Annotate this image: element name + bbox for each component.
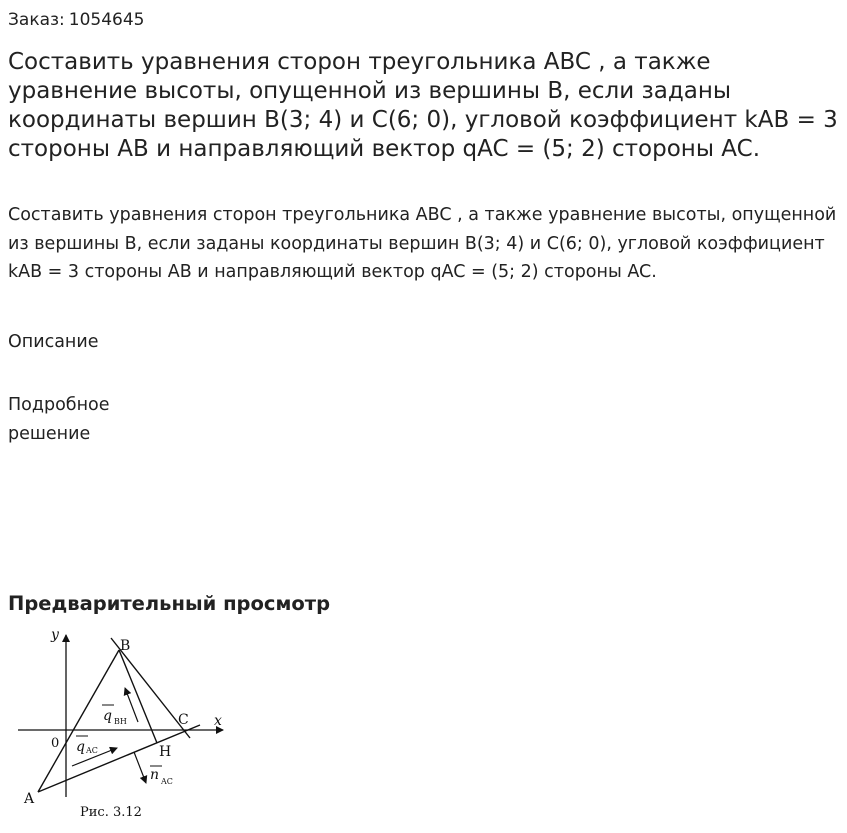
- solution-label: Подробное решение: [8, 395, 110, 444]
- axis-y-label: y: [51, 627, 59, 643]
- side-ac: [38, 725, 200, 792]
- vertex-b-label: B: [120, 638, 131, 654]
- vector-q-bh-label: q: [103, 708, 112, 724]
- order-line: [8, 9, 145, 31]
- preview-figure: [10, 625, 235, 825]
- preview-heading: Предварительный просмотр: [8, 592, 331, 615]
- task-title: Составить уравнения сторон треугольника ABC , а также уравнение высоты, опущенной из вершины B, если заданы координаты вершин B(3; 4) и C(6; 0), угловой коэффициент kAB = 3 стороны AB и направляющий вектор qAC = (5; 2) стороны AC.: [8, 49, 838, 162]
- axis-x-label: x: [214, 713, 222, 729]
- vertex-a-label: A: [24, 791, 35, 807]
- task-body: Составить уравнения сторон треугольника ABC , а также уравнение высоты, опущенной из вершины B, если заданы координаты вершин B(3; 4) и C(6; 0), угловой коэффициент kAB = 3 стороны AB и направляющий вектор qAC = (5; 2) стороны AC.: [8, 205, 837, 282]
- vector-q-bh-sub: BH: [114, 717, 127, 726]
- vertex-c-label: C: [178, 712, 189, 728]
- foot-h-label: H: [159, 744, 172, 760]
- vector-n-ac-arrow: [134, 752, 146, 783]
- description-label: Описание: [8, 332, 99, 352]
- altitude-bh: [119, 650, 157, 743]
- vector-n-ac-label: n: [150, 767, 160, 783]
- figure-caption: Рис. 3.12: [80, 805, 142, 820]
- order-number: 1054645: [68, 10, 145, 30]
- vector-n-ac-sub: AC: [161, 777, 173, 786]
- origin-label: 0: [51, 736, 60, 751]
- vector-q-ac-sub: AC: [86, 746, 98, 755]
- order-label: Заказ:: [8, 10, 65, 30]
- vector-q-ac-label: q: [76, 739, 85, 755]
- triangle-diagram: [10, 625, 235, 825]
